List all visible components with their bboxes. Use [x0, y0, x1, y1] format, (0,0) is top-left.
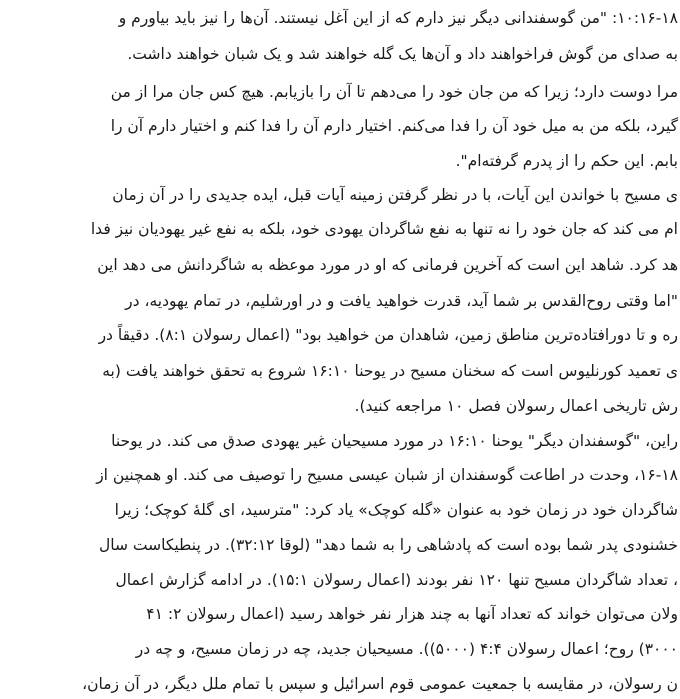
text-line: ی مسیح با خواندن این آیات، با در نظر گرفتن زمینه آیات قبل، ایده جدیدی را در آن زمان	[112, 186, 678, 204]
text-line: رش تاریخی اعمال رسولان فصل ۱۰ مراجعه کنید).	[354, 397, 678, 415]
text-line: ام می کند که جان خود را نه تنها به نفع شاگردان یهودی خود، بلکه به نفع غیر یهودیان نیز فدا	[90, 220, 678, 238]
text-line: ی تعمید کورنلیوس است که سخنان مسیح در یوحنا ۱۶:۱۰ شروع به تحقق خواهند یافت (به	[102, 362, 678, 380]
text-line: ولان می‌توان خواند که تعداد آنها به چند هزار نفر خواهد رسید (اعمال رسولان ۲: ۴۱	[146, 605, 678, 623]
text-line: شاگردان خود در زمان خود به عنوان «گله کوچک» یاد کرد: "مترسید، ای گلهٔ کوچک؛ زیرا	[114, 501, 678, 519]
text-line: ن رسولان، در مقایسه با جمعیت عمومی قوم اسرائیل و سپس با تمام ملل دیگر، در آن زمان،	[82, 675, 678, 693]
text-line: خشنودی پدر شما بوده است که پادشاهی را به شما دهد" (لوقا ۳۲:۱۲). در پنطیکاست سال	[98, 536, 678, 554]
text-line: هد کرد. شاهد این است که آخرین فرمانی که او در مورد موعظه به شاگردانش می دهد این	[97, 256, 678, 274]
text-line: ره و تا دورافتاده‌ترین مناطق زمین، شاهدان من خواهید بود" (اعمال رسولان ۸:۱). دقیقاً در	[98, 326, 678, 344]
text-line: ۱۰:۱۶-۱۸: "من گوسفندانی دیگر نیز دارم که از این آغل نیستند. آن‌ها را نیز باید بیاورم و	[118, 9, 678, 27]
text-line: ۱۶-۱۸، وحدت در اطاعت گوسفندان از شبان عیسی مسیح را توصیف می کند. او همچنین از	[96, 466, 678, 484]
text-line: به صدای من گوش فراخواهند داد و آن‌ها یک گله خواهند شد و یک شبان خواهند داشت.	[127, 45, 678, 63]
text-line: گیرد، بلکه من به میل خود آن را فدا می‌کنم. اختیار دارم آن را فدا کنم و اختیار دارم آن را	[110, 117, 678, 135]
text-line: بابم. این حکم را از پدرم گرفته‌ام".	[455, 152, 678, 170]
text-line: "اما وقتی روح‌القدس بر شما آید، قدرت خواهید یافت و در اورشلیم، در تمام یهودیه، در	[125, 292, 678, 310]
text-line: مرا دوست دارد؛ زیرا که من جان خود را می‌دهم تا آن را بازیابم. هیچ کس جان مرا از من	[110, 83, 678, 101]
text-line: راین، "گوسفندان دیگر" یوحنا ۱۶:۱۰ در مورد مسیحیان غیر یهودی صدق می کند. در یوحنا	[111, 432, 678, 450]
text-line: ، تعداد شاگردان مسیح تنها ۱۲۰ نفر بودند (اعمال رسولان ۱۵:۱). در ادامه گزارش اعمال	[115, 571, 678, 589]
text-line: ۳۰۰۰) روح؛ اعمال رسولان ۴:۴ (۵۰۰۰)). مسیحیان جدید، چه در زمان مسیح، و چه در	[135, 640, 678, 658]
